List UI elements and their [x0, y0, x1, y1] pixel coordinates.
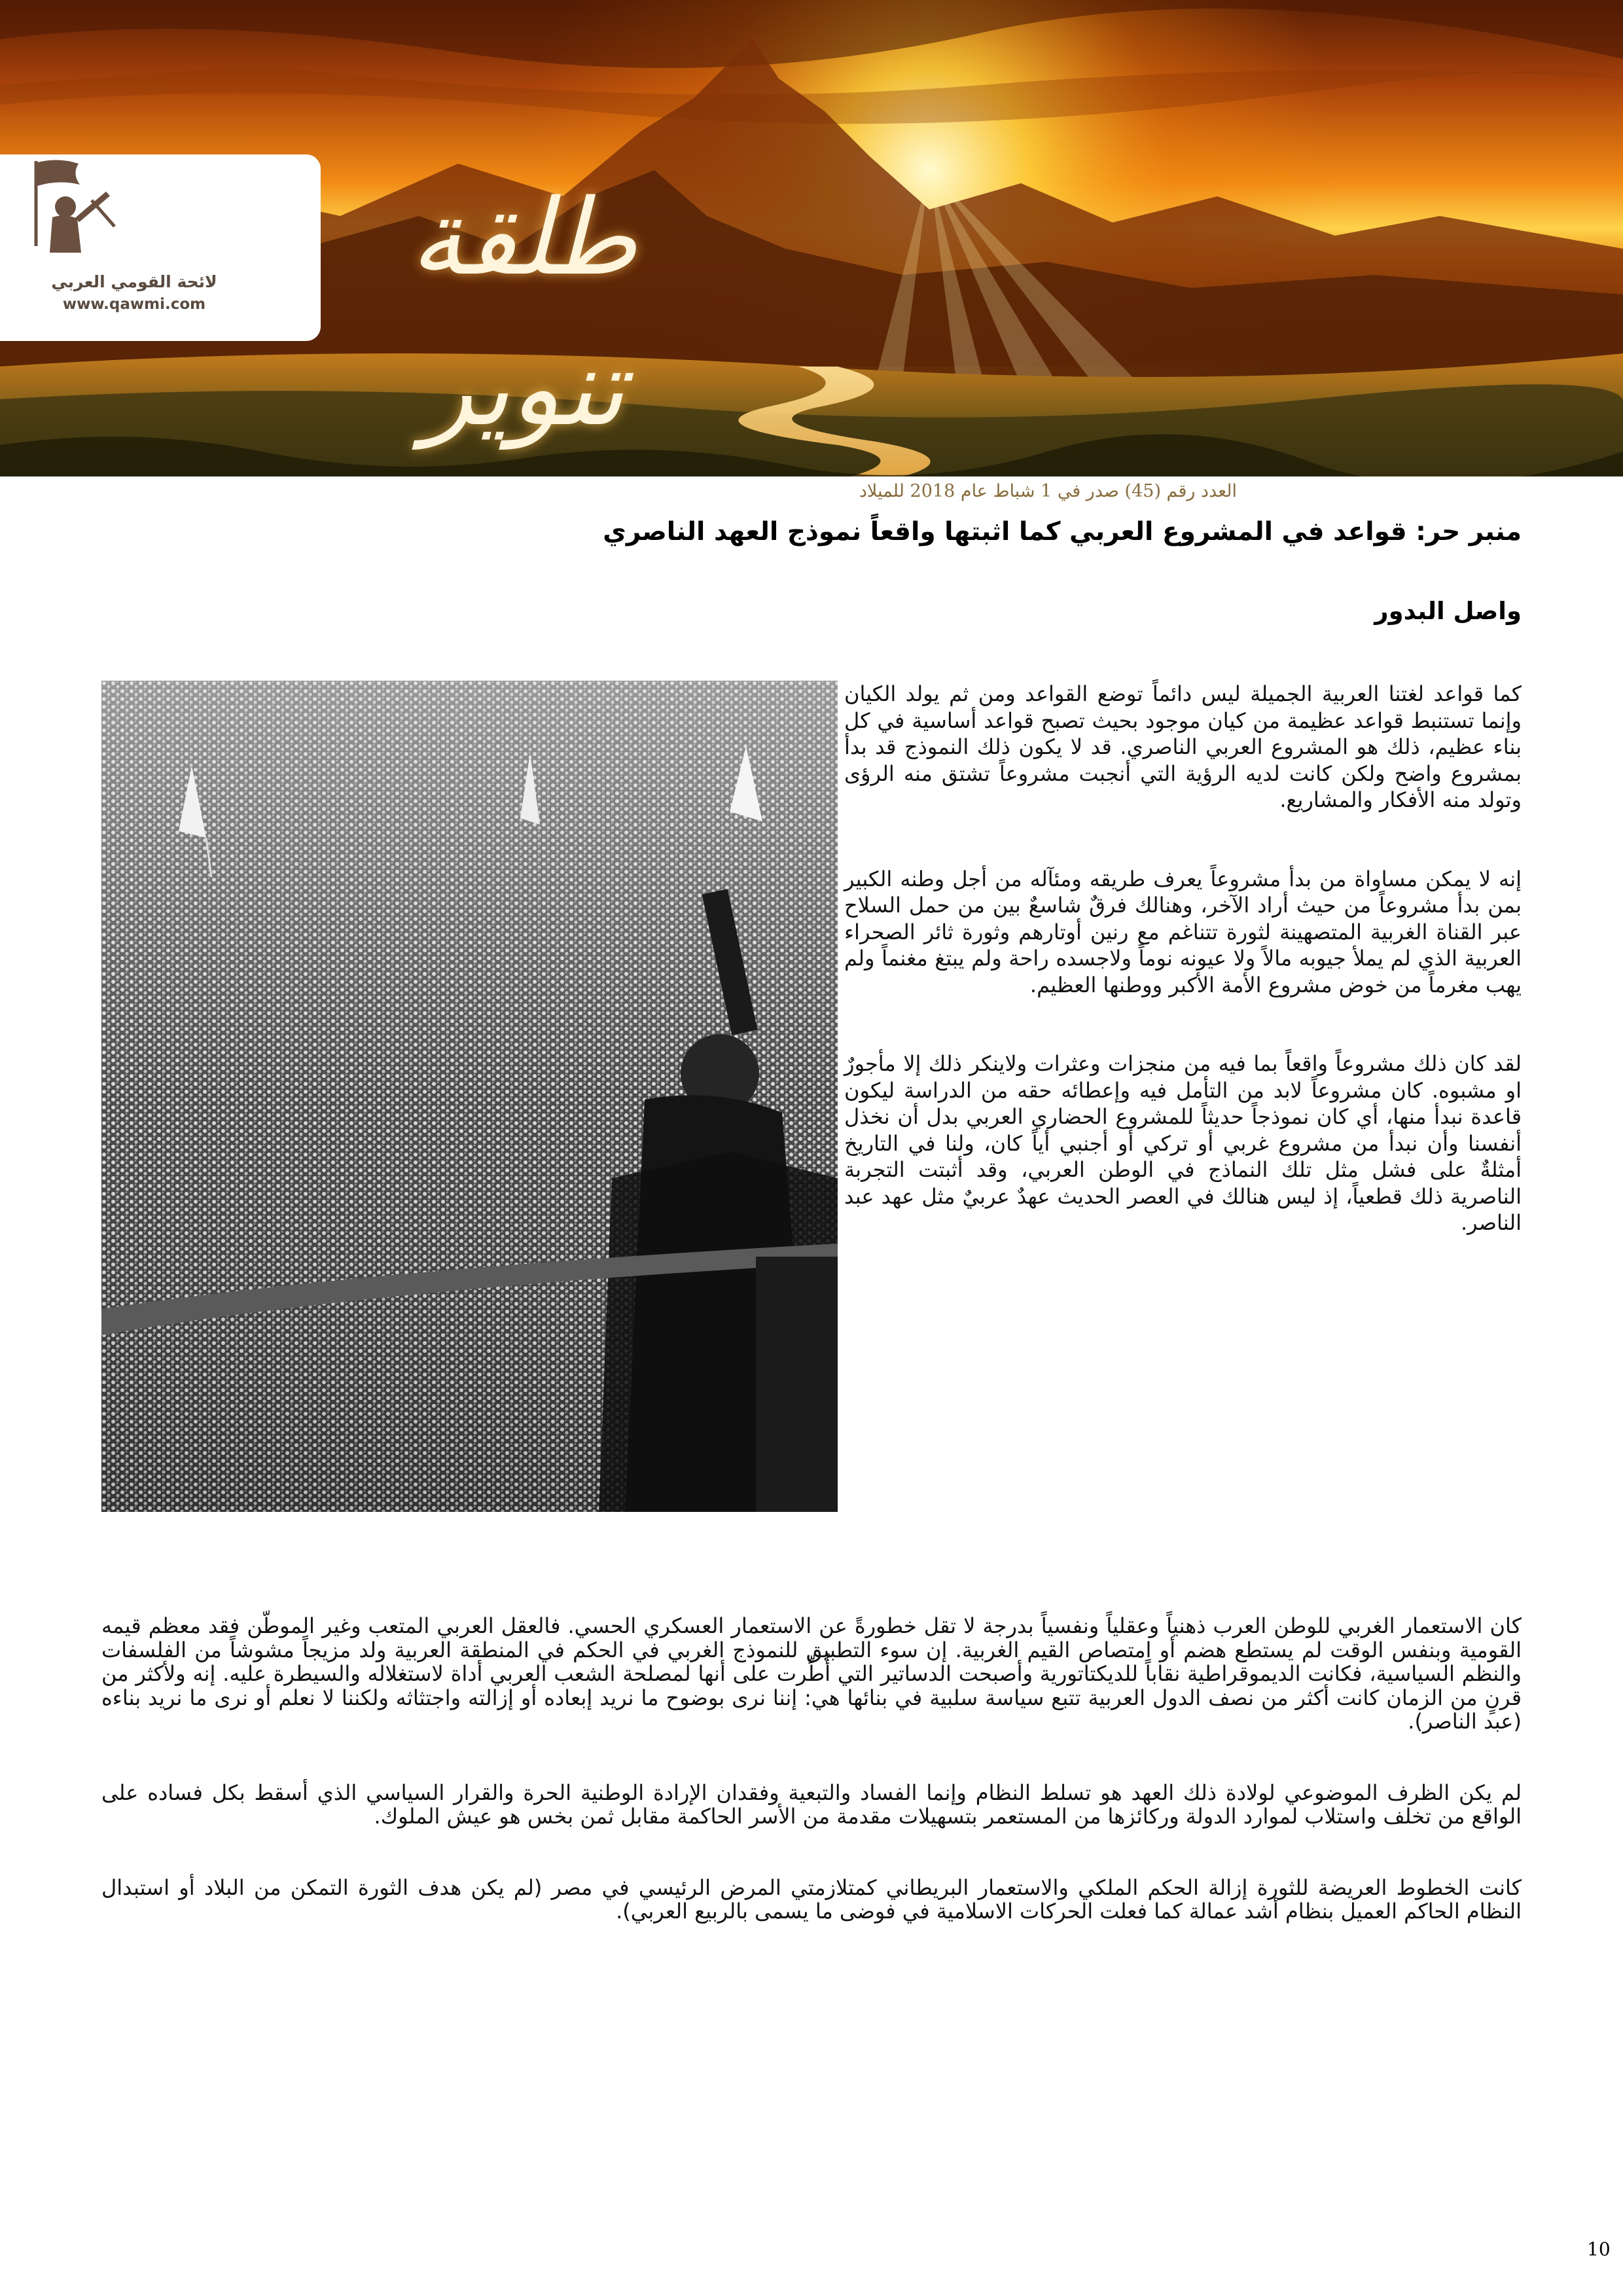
article-title: منبر حر: قواعد في المشروع العربي كما اثبتها واقعاً نموذج العهد الناصري	[603, 517, 1522, 547]
logo-box	[0, 154, 321, 341]
crowd-photo	[101, 681, 838, 1512]
issue-line: العدد رقم (45) صدر في 1 شباط عام 2018 للميلاد	[859, 481, 1237, 501]
page-number: 10	[1587, 2238, 1611, 2260]
logo-name: لائحة القومي العربي	[51, 272, 217, 291]
logo-url: www.qawmi.com	[62, 296, 206, 313]
masthead-title: طلقة تنوير	[410, 176, 637, 449]
article-column-text	[844, 681, 1522, 1289]
paragraph: إنه لا يمكن مساواة من بدأ مشروعاً يعرف طريقه ومئآله من أجل وطنه الكبير بمن بدأ مشروعاً من حيث أراد الآخر، وهنالك فرقٌ شاسعٌ بين من حمل السلاح عبر القناة الغربية المتصهينة لثورة تتناغم مع رنين أوتارهم وثورة ثائر الصحراء العربية الذي لم يملأ جيوبه مالاً ولا عيونه نوماً ولاجسده راحة ولم يبتغ مغنماً ولم يهب مغرماً من خوض مشروع الأمة الأكبر ووطنها العظيم.	[844, 866, 1522, 997]
paragraph: لقد كان ذلك مشروعاً واقعاً بما فيه من منجزات وعثرات ولاينكر ذلك إلا مأجورٌ او مشبوه. كان مشروعاً لابد من التأمل فيه وإعطائه حقه من الدراسة ليكون قاعدة نبدأ منها، أي كان نموذجاً حديثاً للمشروع الحضاري العربي بدل أن نخذل أنفسنا وأن نبدأ من مشروع غربي أو تركي أو أجنبي أياً كان، ولنا في التاريخ أمثلةٌ على فشل مثل تلك النماذج في الوطن العربي، وقد أثبتت التجربة الناصرية ذلك قطعياً، إذ ليس هنالك في العصر الحديث عهدٌ عربيٌ مثل عهد عبد الناصر.	[844, 1051, 1522, 1235]
paragraph: كما قواعد لغتنا العربية الجميلة ليس دائماً توضع القواعد ومن ثم يولد الكيان وإنما تستنبط قواعد عظيمة من كيان موجود بحيث تصبح قواعد أساسية في كل بناء عظيم، ذلك هو المشروع العربي الناصري. قد لا يكون ذلك النموذج قد بدأ بمشروع واضح ولكن كانت لديه الرؤية التي أنجبت مشروعاً تشتق منه الرؤى وتولد منه الأفكار والمشاريع.	[844, 681, 1522, 812]
article-full-width-text	[101, 1614, 1522, 1971]
header-banner	[0, 0, 1623, 476]
paragraph: كان الاستعمار الغربي للوطن العرب ذهنياً وعقلياً ونفسياً بدرجة لا تقل خطورةً عن الاستعمار العسكري الحسي. فالعقل العربي المتعب وغير الموطّن فقد معظم قيمه القومية وبنفس الوقت لم يستطع هضم أو امتصاص القيم الغربية. إن سوء التطبيق للنموذج الغربي في الحكم في المنطقة العربية ولد مزيجاً مشوشاً من الفلسفات والنظم السياسية، فكانت الديموقراطية نقاباً للديكتاتورية وأصبحت الدساتير التي أُطِّرت على أنها لمصلحة الشعب العربي أداة لاستغلاله والسيطرة عليه. إنه ولأكثر من قرنٍ من الزمان كانت أكثر من نصف الدول العربية تتبع سياسة سلبية في بنائها هي: إننا نرى بوضوح ما نريد إبعاده أو إزالته واجتثاثه ولكننا لا نعلم أو نرى ما نريد بناءه (عبد الناصر).	[101, 1613, 1522, 1734]
crowd-with-leader-image	[101, 681, 838, 1512]
paragraph: لم يكن الظرف الموضوعي لولادة ذلك العهد هو تسلط النظام وإنما الفساد والتبعية وفقدان الإرادة الوطنية الحرة والقرار السياسي الذي أسقط بكل فساده على الواقع من تخلف واستلاب لموارد الدولة وركائزها من المستعمر بتسهيلات مقدمة من الأسر الحاكمة مقابل ثمن بخس هو عيش الملوك.	[101, 1780, 1522, 1829]
paragraph: كانت الخطوط العريضة للثورة إزالة الحكم الملكي والاستعمار البريطاني كمتلازمتي المرض الرئيسي في مصر (لم يكن هدف الثورة التمكن من البلاد أو استبدال النظام الحاكم العميل بنظام أشد عمالة كما فعلت الحركات الاسلامية في فوضى ما يسمى بالربيع العربي).	[101, 1874, 1522, 1924]
author-name: واصل البدور	[1374, 597, 1522, 625]
fist-flag-icon	[0, 154, 118, 253]
